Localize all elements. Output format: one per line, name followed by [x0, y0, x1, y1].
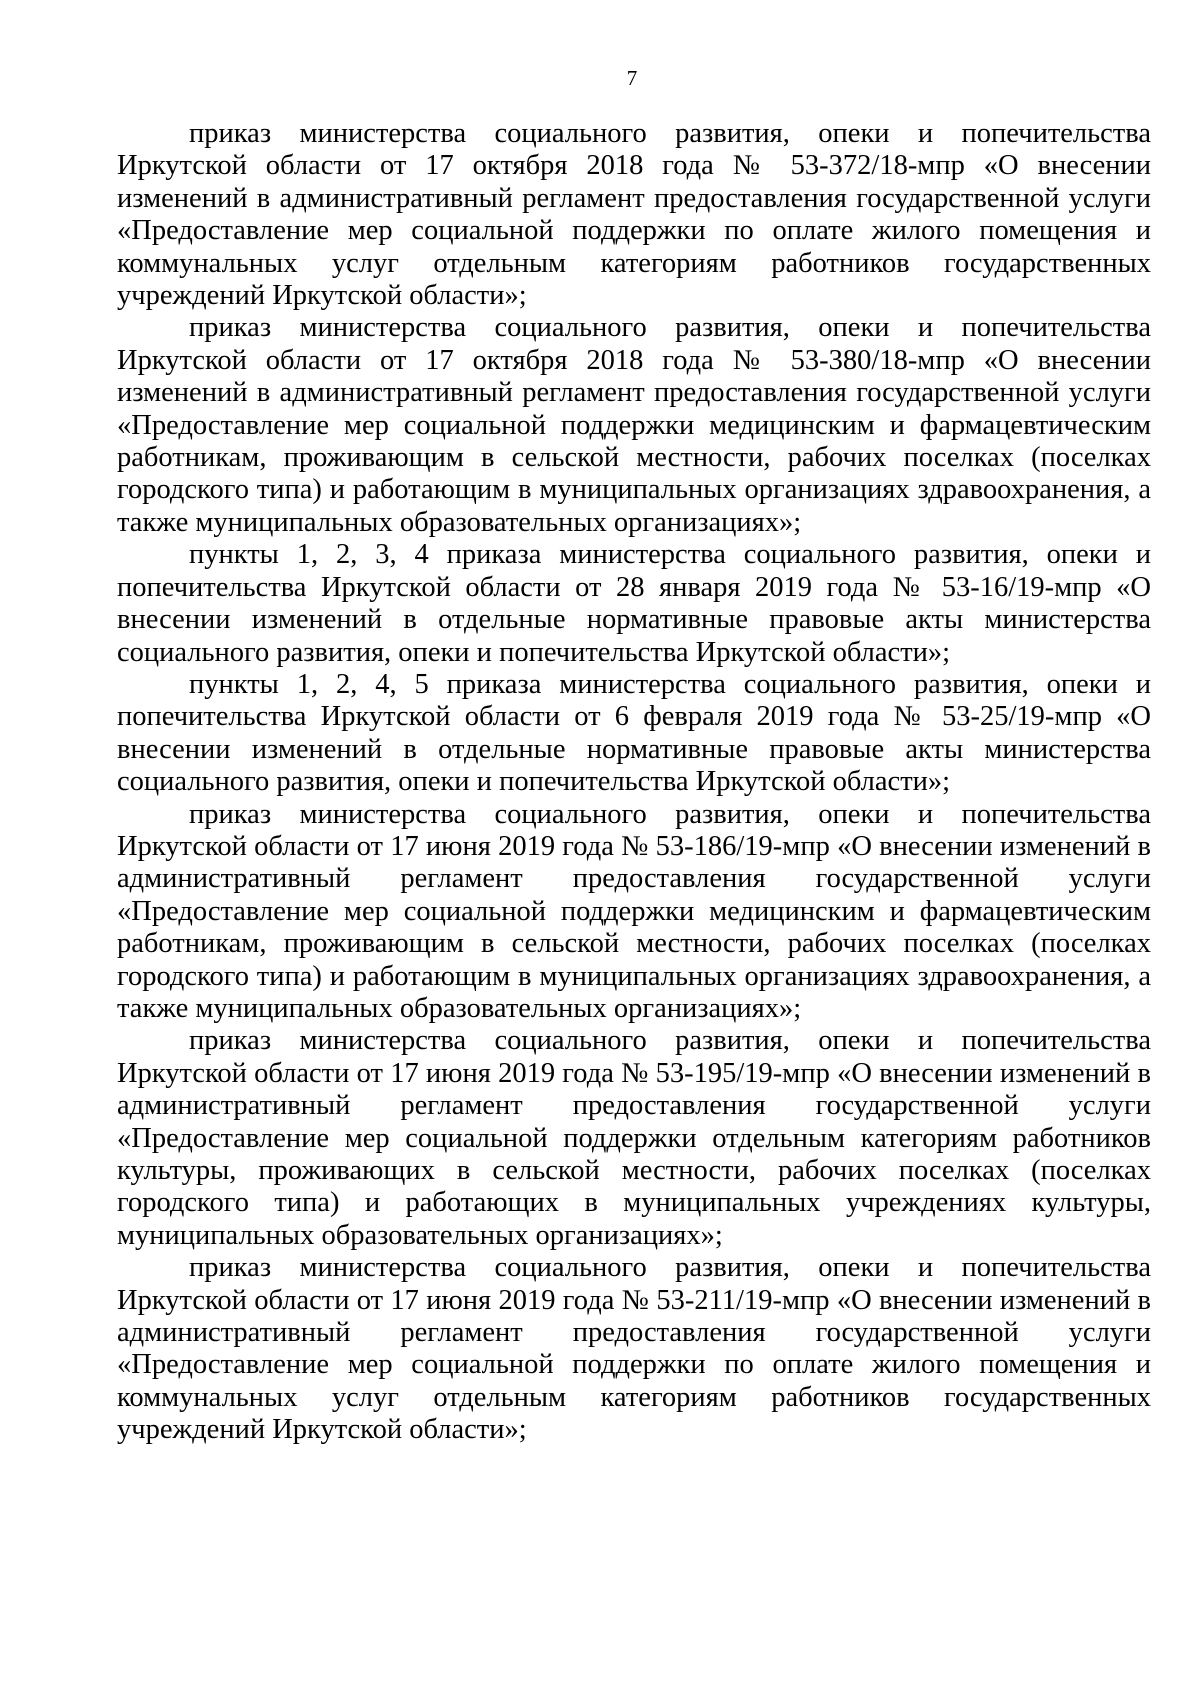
paragraph-order-53-186: приказ министерства социального развития, опеки и попечительства Иркутской области от 17 июня 2019 года № 53-186/19-мпр «О внесении изменений в административный регламент предоставления государственной услуги «Предоставление мер социальной поддержки медицинским и фармацевтическим работникам, проживающим в сельской местности, рабочих поселках (поселках городского типа) и работающим в муниципальных организациях здравоохранения, а также муниципальных образовательных организациях»;: [117, 798, 1151, 1024]
page-number: 7: [626, 66, 638, 90]
document-body: [117, 118, 1151, 1447]
paragraph-order-53-211: приказ министерства социального развития, опеки и попечительства Иркутской области от 17 июня 2019 года № 53-211/19-мпр «О внесении изменений в административный регламент предоставления государственной услуги «Предоставление мер социальной поддержки по оплате жилого помещения и коммунальных услуг отдельным категориям работников государственных учреждений Иркутской области»;: [117, 1252, 1151, 1446]
paragraph-order-53-25: пункты 1, 2, 4, 5 приказа министерства социального развития, опеки и попечительства Иркутской области от 6 февраля 2019 года № 53-25/19-мпр «О внесении изменений в отдельные нормативные правовые акты министерства социального развития, опеки и попечительства Иркутской области»;: [117, 668, 1151, 798]
paragraph-order-53-16: пункты 1, 2, 3, 4 приказа министерства социального развития, опеки и попечительства Иркутской области от 28 января 2019 года № 53-16/19-мпр «О внесении изменений в отдельные нормативные правовые акты министерства социального развития, опеки и попечительства Иркутской области»;: [117, 539, 1151, 668]
paragraph-order-53-372: приказ министерства социального развития, опеки и попечительства Иркутской области от 17 октября 2018 года № 53-372/18-мпр «О внесении изменений в административный регламент предоставления государственной услуги «Предоставление мер социальной поддержки по оплате жилого помещения и коммунальных услуг отдельным категориям работников государственных учреждений Иркутской области»;: [117, 118, 1151, 312]
paragraph-order-53-195: приказ министерства социального развития, опеки и попечительства Иркутской области от 17 июня 2019 года № 53-195/19-мпр «О внесении изменений в административный регламент предоставления государственной услуги «Предоставление мер социальной поддержки отдельным категориям работников культуры, проживающих в сельской местности, рабочих поселках (поселках городского типа) и работающих в муниципальных учреждениях культуры, муниципальных образовательных организациях»;: [117, 1025, 1151, 1251]
paragraph-order-53-380: приказ министерства социального развития, опеки и попечительства Иркутской области от 17 октября 2018 года № 53-380/18-мпр «О внесении изменений в административный регламент предоставления государственной услуги «Предоставление мер социальной поддержки медицинским и фармацевтическим работникам, проживающим в сельской местности, рабочих поселках (поселках городского типа) и работающим в муниципальных организациях здравоохранения, а также муниципальных образовательных организациях»;: [117, 312, 1151, 538]
